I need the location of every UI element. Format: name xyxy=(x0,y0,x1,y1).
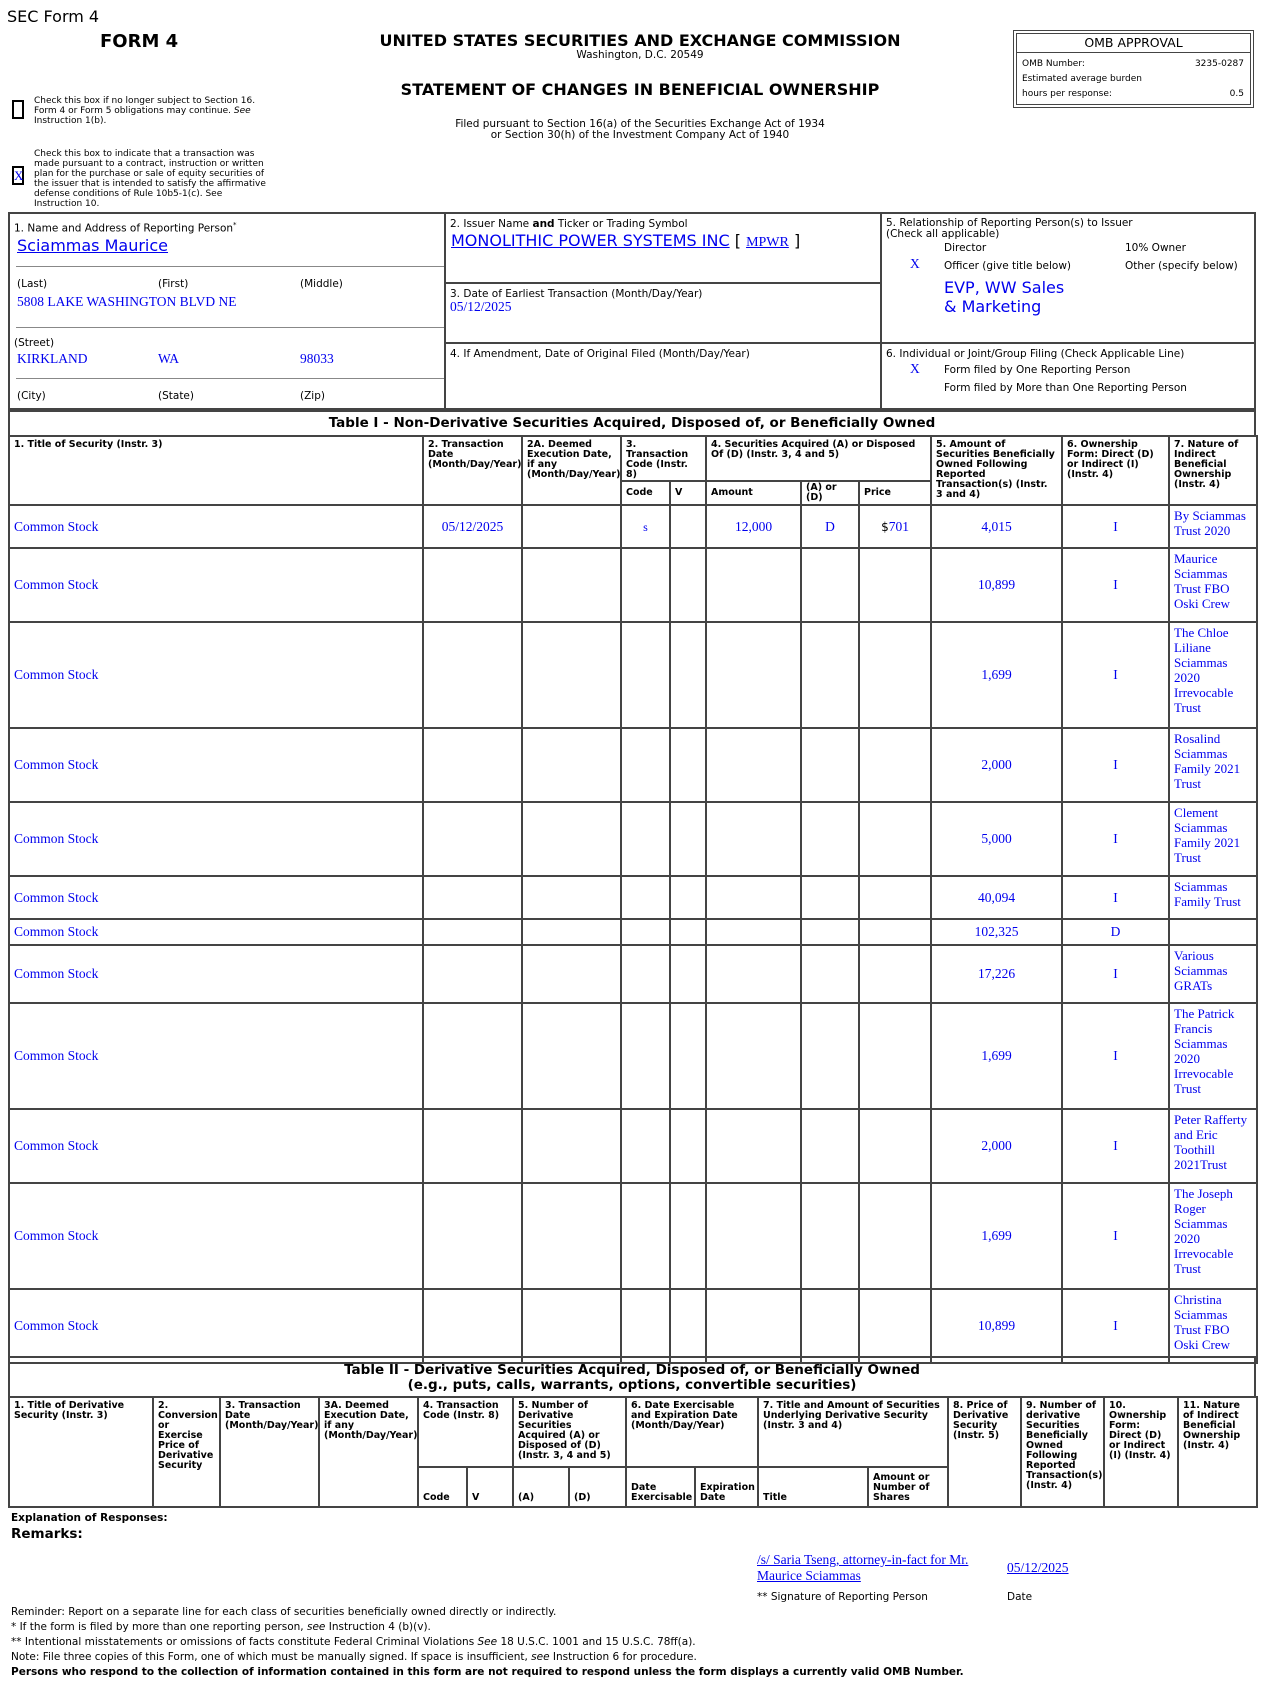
t1-cell-nature: The Patrick Francis Sciammas 2020 Irrevocable Trust xyxy=(1169,1003,1257,1109)
issuer-name[interactable]: MONOLITHIC POWER SYSTEMS INC xyxy=(451,231,730,250)
t1-cell-a-or-d xyxy=(801,919,859,945)
table1-title: Table I - Non-Derivative Securities Acquired, Disposed of, or Beneficially Owned xyxy=(8,410,1256,437)
t1-header-code: 3. Transaction Code (Instr. 8) xyxy=(621,436,706,481)
rule-10b5-text-line: Instruction 10. xyxy=(34,199,100,209)
t1-cell-a-or-d xyxy=(801,802,859,876)
rule-10b5-text-line: the issuer that is intended to satisfy the affirmative xyxy=(34,179,266,189)
t1-cell-deemed xyxy=(522,919,621,945)
t1-header-nature: 7. Nature of Indirect Beneficial Ownership (Instr. 4) xyxy=(1169,436,1257,505)
t1-cell-a-or-d xyxy=(801,876,859,919)
t2-subheader-exercisable: Date Exercisable xyxy=(626,1467,695,1507)
t2-header-exercisable: 6. Date Exercisable and Expiration Date (Month/Day/Year) xyxy=(626,1397,758,1467)
t1-cell-title: Common Stock xyxy=(9,1109,423,1183)
t1-header-deemed: 2A. Deemed Execution Date, if any (Month/Day/Year) xyxy=(522,436,621,505)
t1-cell-nature: Sciammas Family Trust xyxy=(1169,876,1257,919)
t1-cell-form: I xyxy=(1062,1183,1169,1289)
t1-cell-code xyxy=(621,876,670,919)
signature-date-value: 05/12/2025 xyxy=(1007,1560,1069,1575)
reporting-person-name[interactable]: Sciammas Maurice xyxy=(17,236,169,255)
t1-cell-owned: 1,699 xyxy=(931,1183,1062,1289)
t1-cell-form: I xyxy=(1062,945,1169,1003)
t2-header-form: 10. Ownership Form: Direct (D) or Indirect (I) (Instr. 4) xyxy=(1104,1397,1178,1507)
t1-cell-title: Common Stock xyxy=(9,945,423,1003)
middle-label: (Middle) xyxy=(300,278,343,290)
rule-10b5-checkbox[interactable]: X xyxy=(14,168,24,183)
table2 xyxy=(8,1396,1258,1508)
t1-cell-price xyxy=(859,548,931,622)
table1-row xyxy=(9,505,1257,548)
t1-cell-deemed xyxy=(522,728,621,802)
t1-cell-price xyxy=(859,1109,931,1183)
t1-cell-v xyxy=(670,1183,706,1289)
t2-subheader-v: V xyxy=(467,1467,513,1507)
t1-header-acquired: 4. Securities Acquired (A) or Disposed Of (D) (Instr. 3, 4 and 5) xyxy=(706,436,931,481)
rule-10b5-text-line: defense conditions of Rule 10b5-1(c). See xyxy=(34,189,223,199)
date-label: Date xyxy=(1007,1591,1033,1603)
city-label: (City) xyxy=(17,390,46,402)
t1-cell-code xyxy=(621,802,670,876)
omb-title: OMB APPROVAL xyxy=(1017,34,1250,53)
t1-cell-title: Common Stock xyxy=(9,548,423,622)
t2-subheader-expiration: Expiration Date xyxy=(695,1467,758,1507)
omb-hours-value: 0.5 xyxy=(1229,89,1244,99)
t1-cell-title: Common Stock xyxy=(9,1183,423,1289)
omb-number-label: OMB Number: xyxy=(1022,59,1085,69)
t1-cell-code xyxy=(621,548,670,622)
t1-cell-amount xyxy=(706,1003,801,1109)
ticker-symbol[interactable]: MPWR xyxy=(746,235,789,250)
t1-cell-code xyxy=(621,1183,670,1289)
agency-name: UNITED STATES SECURITIES AND EXCHANGE COMMISSION xyxy=(379,31,901,50)
t1-cell-title: Common Stock xyxy=(9,876,423,919)
t1-cell-deemed xyxy=(522,1109,621,1183)
t1-cell-v xyxy=(670,505,706,548)
t1-cell-date xyxy=(423,1109,522,1183)
t1-cell-price xyxy=(859,728,931,802)
t1-cell-a-or-d xyxy=(801,1003,859,1109)
t1-cell-amount xyxy=(706,876,801,919)
t1-cell-nature: Various Sciammas GRATs xyxy=(1169,945,1257,1003)
t1-cell-nature: The Chloe Liliane Sciammas 2020 Irrevocable Trust xyxy=(1169,622,1257,728)
table1-row xyxy=(9,876,1257,919)
t1-cell-v xyxy=(670,1109,706,1183)
street-value: 5808 LAKE WASHINGTON BLVD NE xyxy=(17,294,237,309)
t1-cell-deemed xyxy=(522,1003,621,1109)
t1-cell-code xyxy=(621,919,670,945)
t1-cell-title: Common Stock xyxy=(9,1289,423,1363)
t1-header-form: 6. Ownership Form: Direct (D) or Indirect (I) (Instr. 4) xyxy=(1062,436,1169,505)
t2-subheader-d: (D) xyxy=(569,1467,626,1507)
last-label: (Last) xyxy=(17,278,48,290)
table1-row xyxy=(9,728,1257,802)
t1-cell-code: s xyxy=(621,505,670,548)
t1-subheader-v: V xyxy=(670,481,706,505)
t1-cell-amount xyxy=(706,548,801,622)
omb-approval-box xyxy=(1013,30,1254,108)
t1-cell-owned: 2,000 xyxy=(931,1109,1062,1183)
t2-subheader-code: Code xyxy=(418,1467,467,1507)
t1-cell-owned: 102,325 xyxy=(931,919,1062,945)
other-option[interactable]: Other (specify below) xyxy=(1125,260,1238,272)
t1-header-date: 2. Transaction Date (Month/Day/Year) xyxy=(423,436,522,505)
filing-one-option[interactable]: Form filed by One Reporting Person xyxy=(944,364,1131,376)
t1-cell-amount xyxy=(706,945,801,1003)
t1-cell-nature: The Joseph Roger Sciammas 2020 Irrevocable Trust xyxy=(1169,1183,1257,1289)
t1-cell-v xyxy=(670,548,706,622)
table1-row xyxy=(9,802,1257,876)
t2-header-deemed: 3A. Deemed Execution Date, if any (Month/Day/Year) xyxy=(319,1397,418,1507)
rule-10b5-text-line: plan for the purchase or sale of equity securities of xyxy=(34,169,265,179)
earliest-date-value: 05/12/2025 xyxy=(450,299,512,314)
first-label: (First) xyxy=(158,278,189,290)
misstatement-note: ** Intentional misstatements or omissions of facts constitute Federal Criminal Violations See 18 U.S.C. 1001 and 15 U.S.C. 78ff(a). xyxy=(11,1636,696,1648)
t1-subheader-a-or-d: (A) or (D) xyxy=(801,481,859,505)
t1-cell-v xyxy=(670,1003,706,1109)
t2-header-title: 1. Title of Derivative Security (Instr. 3) xyxy=(9,1397,153,1507)
rule-10b5-text-line: made pursuant to a contract, instruction or written xyxy=(34,159,264,169)
table1-row xyxy=(9,622,1257,728)
t1-cell-form: I xyxy=(1062,802,1169,876)
filing-label: 6. Individual or Joint/Group Filing (Check Applicable Line) xyxy=(886,348,1185,360)
omb-persons-note: Persons who respond to the collection of information contained in this form are not required to respond unless the form displays a currently valid OMB Number. xyxy=(11,1666,964,1678)
t1-cell-deemed xyxy=(522,802,621,876)
t1-cell-title: Common Stock xyxy=(9,1003,423,1109)
t2-subheader-title: Title xyxy=(758,1467,868,1507)
t1-cell-price-sign: $ xyxy=(881,519,889,534)
table1-row xyxy=(9,945,1257,1003)
t1-cell-nature: Maurice Sciammas Trust FBO Oski Crew xyxy=(1169,548,1257,622)
t1-cell-deemed xyxy=(522,1183,621,1289)
explanation-label: Explanation of Responses: xyxy=(11,1512,168,1524)
table1-row xyxy=(9,1003,1257,1109)
t1-cell-code xyxy=(621,728,670,802)
zip-value: 98033 xyxy=(300,351,334,366)
signature-value[interactable]: /s/ Saria Tseng, attorney-in-fact for Mr. Maurice Sciammas xyxy=(757,1552,969,1583)
reminder-note: Reminder: Report on a separate line for each class of securities beneficially owned directly or indirectly. xyxy=(11,1606,557,1618)
t1-cell-price xyxy=(859,1003,931,1109)
t1-cell-v xyxy=(670,728,706,802)
t1-cell-nature: Rosalind Sciammas Family 2021 Trust xyxy=(1169,728,1257,802)
section16-checkbox[interactable] xyxy=(12,100,24,119)
state-value: WA xyxy=(158,351,179,366)
state-label: (State) xyxy=(158,390,194,402)
omb-burden-label: Estimated average burden xyxy=(1022,74,1142,84)
t1-cell-price xyxy=(859,1289,931,1363)
t1-cell-v xyxy=(670,622,706,728)
t1-cell-deemed xyxy=(522,945,621,1003)
form-title: FORM 4 xyxy=(100,31,179,52)
t1-cell-a-or-d xyxy=(801,1289,859,1363)
filing-more-option[interactable]: Form filed by More than One Reporting Person xyxy=(944,382,1187,394)
director-option[interactable]: Director xyxy=(944,242,987,254)
t1-cell-date: 05/12/2025 xyxy=(423,505,522,548)
t1-cell-owned: 40,094 xyxy=(931,876,1062,919)
t1-cell-amount: 12,000 xyxy=(706,505,801,548)
officer-option[interactable]: Officer (give title below) xyxy=(944,260,1072,272)
t1-cell-date xyxy=(423,548,522,622)
t1-cell-date xyxy=(423,802,522,876)
t1-subheader-amount: Amount xyxy=(706,481,801,505)
t2-subheader-a: (A) xyxy=(513,1467,569,1507)
zip-label: (Zip) xyxy=(300,390,325,402)
amendment-label: 4. If Amendment, Date of Original Filed (Month/Day/Year) xyxy=(450,348,750,360)
reporting-person-box xyxy=(8,212,446,410)
filing-box xyxy=(880,342,1256,410)
t1-cell-a-or-d xyxy=(801,1109,859,1183)
t2-header-owned: 9. Number of derivative Securities Beneficially Owned Following Reported Transaction(s) (Instr. 4) xyxy=(1021,1397,1104,1507)
t1-cell-a-or-d xyxy=(801,945,859,1003)
t1-cell-code xyxy=(621,1289,670,1363)
t1-cell-owned: 1,699 xyxy=(931,622,1062,728)
t1-cell-date xyxy=(423,728,522,802)
t1-cell-title: Common Stock xyxy=(9,622,423,728)
issuer-box xyxy=(444,212,882,284)
reporting-person-label: 1. Name and Address of Reporting Person* xyxy=(14,221,237,235)
t1-cell-owned: 10,899 xyxy=(931,1289,1062,1363)
officer-check-mark: X xyxy=(910,256,920,271)
sec-form-label: SEC Form 4 xyxy=(7,7,100,26)
table1 xyxy=(8,435,1258,1364)
t1-cell-deemed xyxy=(522,876,621,919)
t1-cell-title: Common Stock xyxy=(9,505,423,548)
t1-cell-owned: 17,226 xyxy=(931,945,1062,1003)
t1-cell-nature: Christina Sciammas Trust FBO Oski Crew xyxy=(1169,1289,1257,1363)
table1-row xyxy=(9,548,1257,622)
t1-cell-owned: 10,899 xyxy=(931,548,1062,622)
copies-note: Note: File three copies of this Form, one of which must be manually signed. If space is insufficient, see Instruction 6 for procedure. xyxy=(11,1651,697,1663)
city-value: KIRKLAND xyxy=(17,351,88,366)
t1-cell-v xyxy=(670,945,706,1003)
t1-header-owned: 5. Amount of Securities Beneficially Owned Following Reported Transaction(s) (Instr. 3 and 4) xyxy=(931,436,1062,505)
t1-cell-owned: 2,000 xyxy=(931,728,1062,802)
t1-cell-form: I xyxy=(1062,728,1169,802)
t1-cell-title: Common Stock xyxy=(9,802,423,876)
omb-hours-label: hours per response: xyxy=(1022,89,1112,99)
t1-cell-date xyxy=(423,945,522,1003)
t1-cell-form: I xyxy=(1062,1289,1169,1363)
t1-cell-a-or-d xyxy=(801,622,859,728)
t1-cell-a-or-d xyxy=(801,728,859,802)
earliest-date-box xyxy=(444,282,882,344)
t1-cell-date xyxy=(423,1183,522,1289)
table1-row xyxy=(9,1289,1257,1363)
t2-subheader-amount: Amount or Number of Shares xyxy=(868,1467,948,1507)
t1-cell-price xyxy=(859,1183,931,1289)
t1-cell-date xyxy=(423,876,522,919)
t1-cell-form: I xyxy=(1062,548,1169,622)
t1-cell-nature xyxy=(1169,919,1257,945)
t1-cell-title: Common Stock xyxy=(9,919,423,945)
t1-cell-code xyxy=(621,1003,670,1109)
t1-cell-form: I xyxy=(1062,1003,1169,1109)
t1-cell-owned: 5,000 xyxy=(931,802,1062,876)
t1-cell-amount xyxy=(706,1183,801,1289)
t1-cell-date xyxy=(423,1289,522,1363)
filing-check-mark: X xyxy=(910,361,920,376)
t1-subheader-code: Code xyxy=(621,481,670,505)
t1-cell-price xyxy=(859,945,931,1003)
t1-cell-form: I xyxy=(1062,1109,1169,1183)
table1-row xyxy=(9,919,1257,945)
t2-header-date: 3. Transaction Date (Month/Day/Year) xyxy=(220,1397,319,1507)
statement-title: STATEMENT OF CHANGES IN BENEFICIAL OWNERSHIP xyxy=(400,80,880,99)
t1-cell-form: I xyxy=(1062,876,1169,919)
amendment-box xyxy=(444,342,882,410)
t1-cell-price xyxy=(859,876,931,919)
t2-header-underlying: 7. Title and Amount of Securities Underlying Derivative Security (Instr. 3 and 4) xyxy=(758,1397,948,1467)
t2-header-code: 4. Transaction Code (Instr. 8) xyxy=(418,1397,513,1467)
t1-cell-form: D xyxy=(1062,919,1169,945)
rule-10b5-text-line: Check this box to indicate that a transaction was xyxy=(34,149,255,159)
table2-title: Table II - Derivative Securities Acquired, Disposed of, or Beneficially Owned (e.g., puts, calls, warrants, options, convertible securities) xyxy=(8,1356,1256,1398)
issuer-label: 2. Issuer Name and Ticker or Trading Symbol xyxy=(450,218,688,230)
t1-cell-code xyxy=(621,1109,670,1183)
t1-cell-date xyxy=(423,919,522,945)
t1-cell-amount xyxy=(706,919,801,945)
t1-cell-amount xyxy=(706,728,801,802)
ticker-bracket-open: [ xyxy=(734,231,741,250)
officer-title: EVP, WW Sales & Marketing xyxy=(944,278,1065,316)
table1-row xyxy=(9,1109,1257,1183)
t2-header-price: 8. Price of Derivative Security (Instr. 5) xyxy=(948,1397,1021,1507)
t1-cell-amount xyxy=(706,1109,801,1183)
t1-cell-amount xyxy=(706,622,801,728)
t1-cell-nature: Clement Sciammas Family 2021 Trust xyxy=(1169,802,1257,876)
t1-cell-amount xyxy=(706,802,801,876)
t1-cell-date xyxy=(423,622,522,728)
t1-cell-deemed xyxy=(522,1289,621,1363)
t1-cell-title: Common Stock xyxy=(9,728,423,802)
t1-header-title: 1. Title of Security (Instr. 3) xyxy=(9,436,423,505)
t1-cell-deemed xyxy=(522,505,621,548)
t2-header-conversion: 2. Conversion or Exercise Price of Derivative Security xyxy=(153,1397,220,1507)
t1-cell-date xyxy=(423,1003,522,1109)
signature-label: ** Signature of Reporting Person xyxy=(757,1591,928,1603)
t1-cell-price-value: 701 xyxy=(888,518,909,534)
t1-cell-price xyxy=(859,622,931,728)
t1-cell-a-or-d xyxy=(801,548,859,622)
ten-percent-owner-option[interactable]: 10% Owner xyxy=(1125,242,1186,254)
t1-cell-amount xyxy=(706,1289,801,1363)
earliest-date-label: 3. Date of Earliest Transaction (Month/Day/Year) xyxy=(450,288,703,300)
agency-location: Washington, D.C. 20549 xyxy=(576,49,704,61)
t1-cell-v xyxy=(670,802,706,876)
t1-cell-nature: Peter Rafferty and Eric Toothill 2021Trust xyxy=(1169,1109,1257,1183)
filed-pursuant-1: Filed pursuant to Section 16(a) of the Securities Exchange Act of 1934 xyxy=(455,118,825,130)
filed-pursuant-2: or Section 30(h) of the Investment Company Act of 1940 xyxy=(490,129,790,141)
relationship-label: 5. Relationship of Reporting Person(s) to Issuer (Check all applicable) xyxy=(886,217,1133,240)
section16-text: Check this box if no longer subject to Section 16. Form 4 or Form 5 obligations may continue. See Instruction 1(b). xyxy=(34,96,256,126)
t1-cell-v xyxy=(670,876,706,919)
t1-cell-v xyxy=(670,919,706,945)
t2-header-number: 5. Number of Derivative Securities Acquired (A) or Disposed of (D) (Instr. 3, 4 and 5) xyxy=(513,1397,626,1467)
t1-cell-nature: By Sciammas Trust 2020 xyxy=(1169,505,1257,548)
t1-cell-form: I xyxy=(1062,505,1169,548)
t1-cell-deemed xyxy=(522,548,621,622)
t2-header-nature: 11. Nature of Indirect Beneficial Ownership (Instr. 4) xyxy=(1178,1397,1257,1507)
t1-cell-a-or-d: D xyxy=(801,505,859,548)
t1-cell-code xyxy=(621,945,670,1003)
relationship-box xyxy=(880,212,1256,344)
remarks-label: Remarks: xyxy=(11,1526,83,1542)
t1-cell-v xyxy=(670,1289,706,1363)
t1-cell-deemed xyxy=(522,622,621,728)
t1-cell-price xyxy=(859,919,931,945)
t1-cell-a-or-d xyxy=(801,1183,859,1289)
t1-cell-owned: 1,699 xyxy=(931,1003,1062,1109)
t1-cell-code xyxy=(621,622,670,728)
multi-person-note: * If the form is filed by more than one reporting person, see Instruction 4 (b)(v). xyxy=(11,1621,431,1633)
t1-cell-owned: 4,015 xyxy=(931,505,1062,548)
t1-cell-price xyxy=(859,802,931,876)
t1-cell-price xyxy=(859,505,931,548)
t1-cell-form: I xyxy=(1062,622,1169,728)
rule-10b5-text xyxy=(34,149,274,209)
ticker-bracket-close: ] xyxy=(793,231,801,250)
t1-subheader-price: Price xyxy=(859,481,931,505)
table1-row xyxy=(9,1183,1257,1289)
street-label: (Street) xyxy=(14,337,55,349)
omb-number-value: 3235-0287 xyxy=(1194,59,1244,69)
